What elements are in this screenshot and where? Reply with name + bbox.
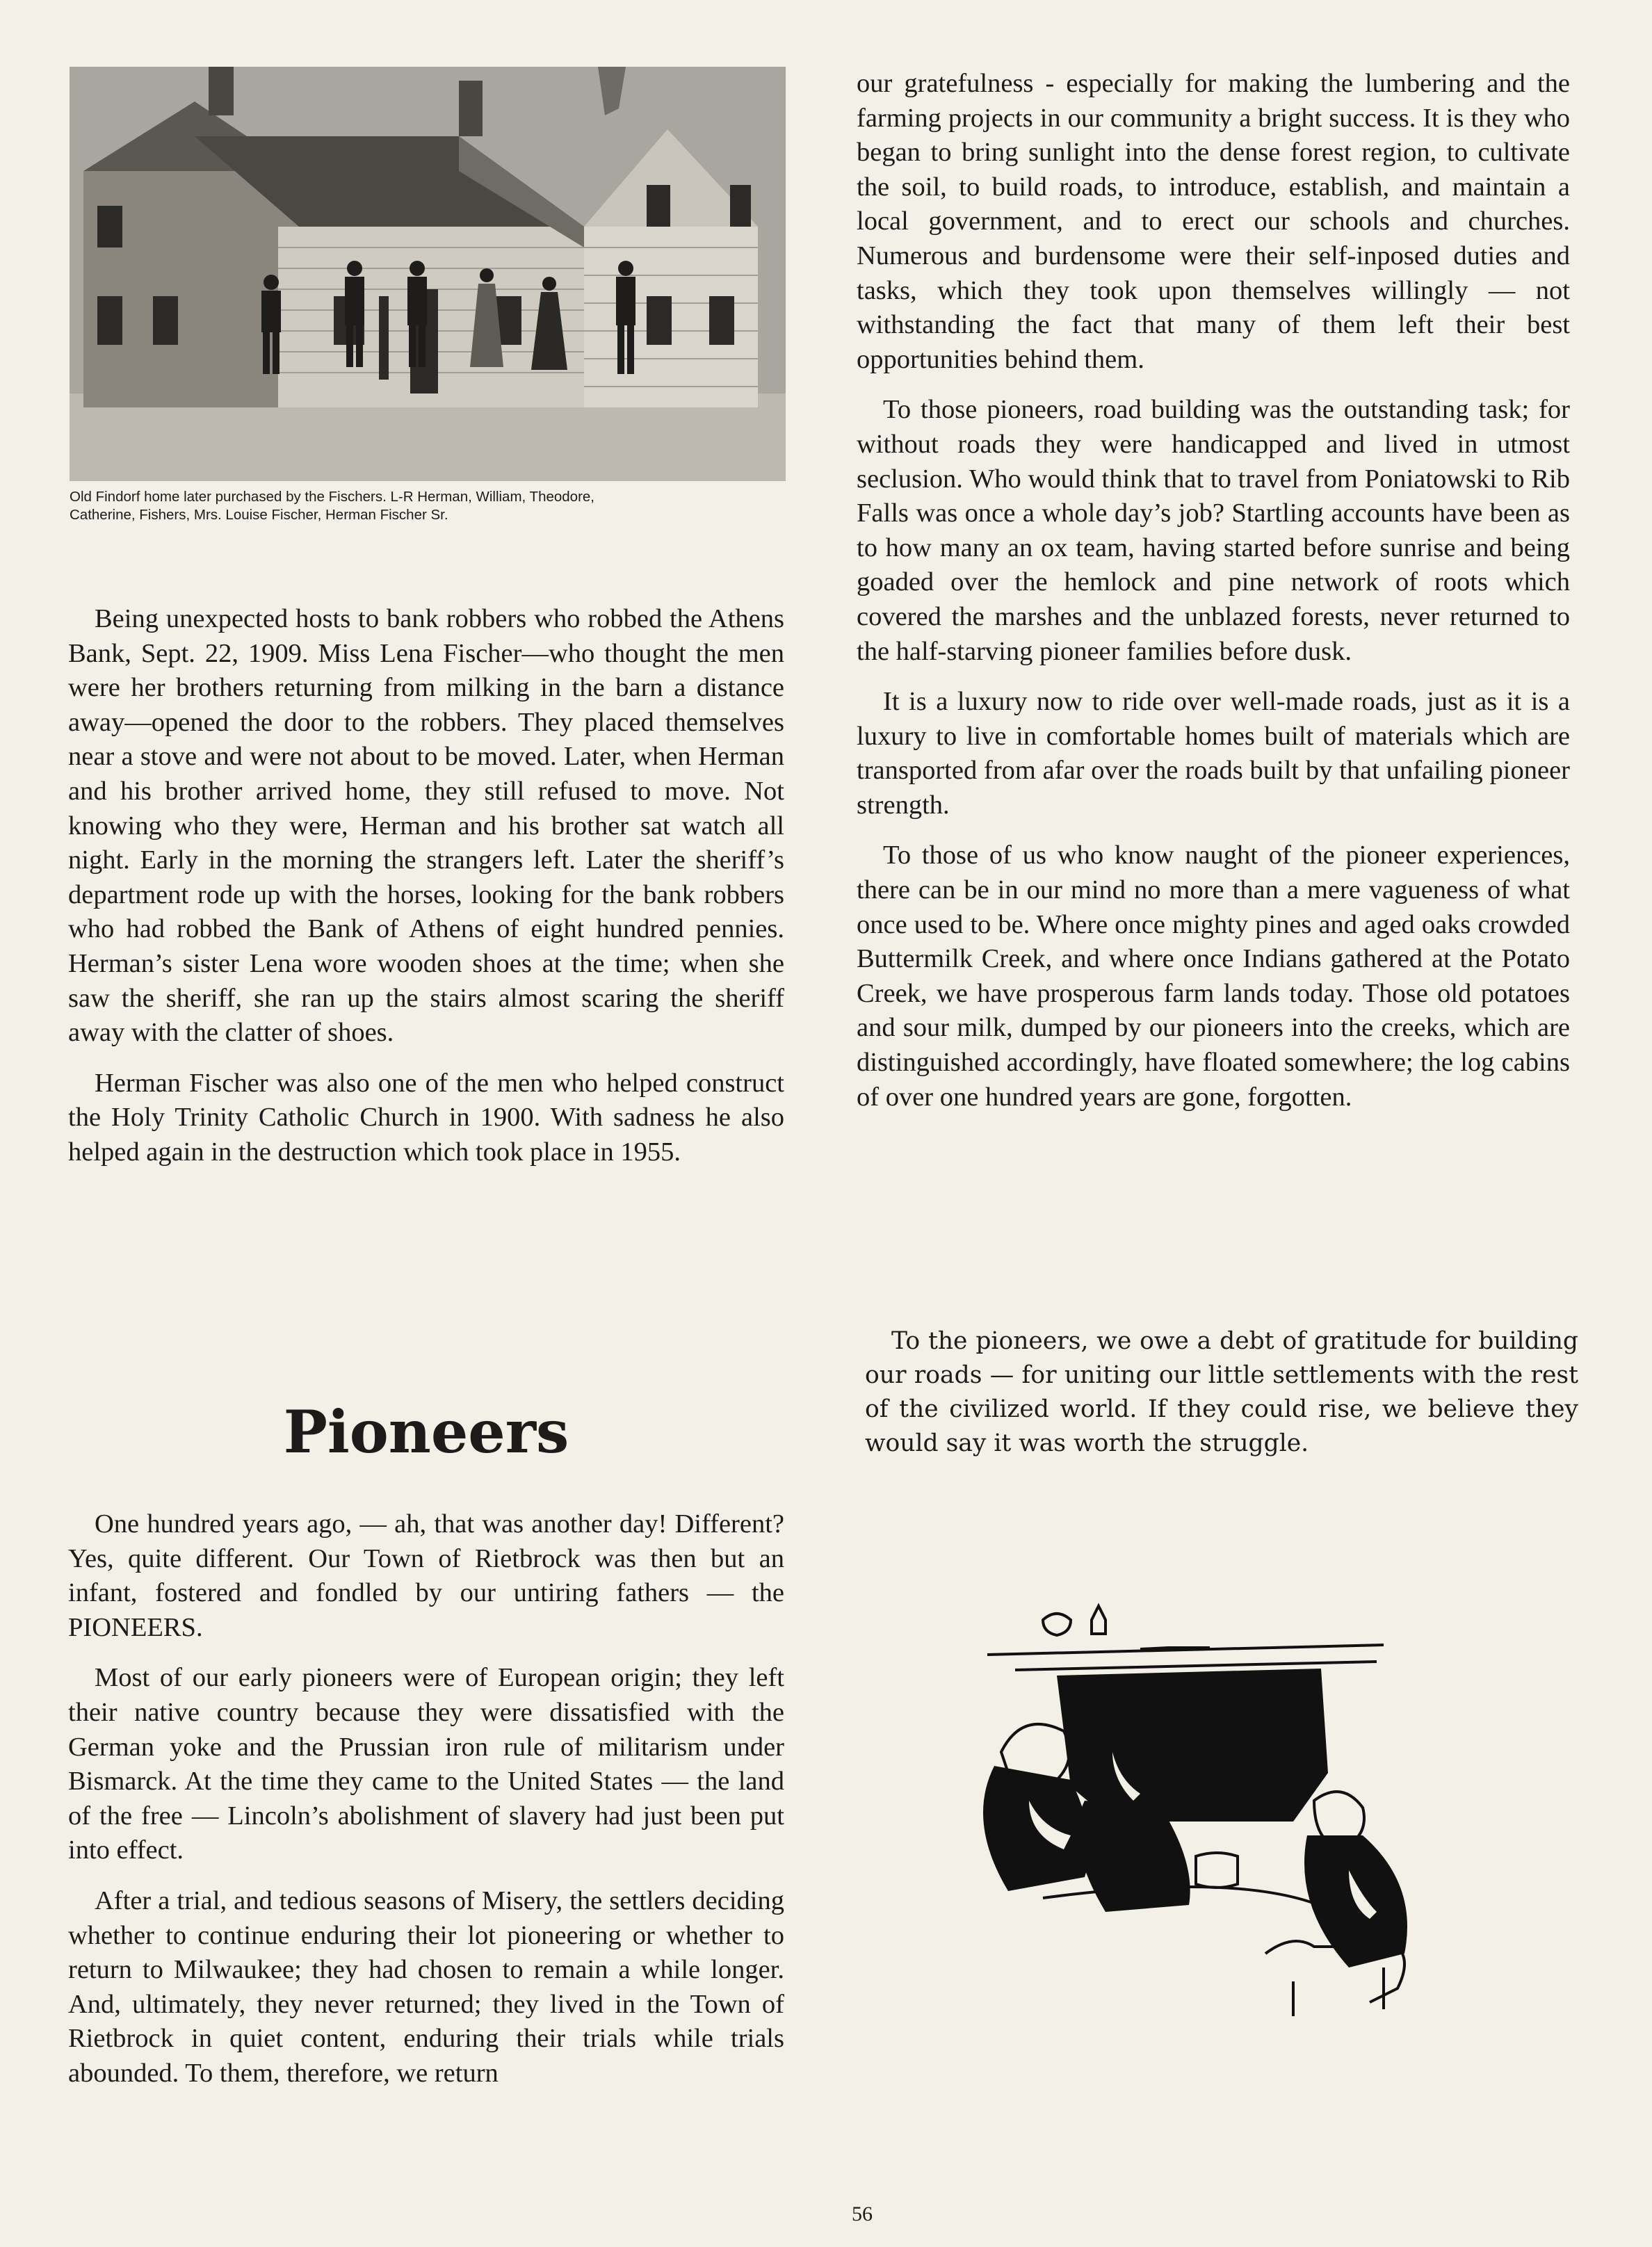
photo-caption xyxy=(70,488,793,524)
photo-caption-line-2: Catherine, Fishers, Mrs. Louise Fischer, Herman Fischer Sr. xyxy=(70,507,448,523)
section-heading: Pioneers xyxy=(283,1397,569,1466)
pioneer-family-illustration xyxy=(904,1592,1481,2023)
pioneers-text xyxy=(68,1507,784,2107)
paragraph: To the pioneers, we owe a debt of gratitude for building our roads — for uniting our little settlements with the rest of the civilized world. If they could rise, we believe they would say it was worth the struggle. xyxy=(865,1327,1578,1457)
right-column-text xyxy=(857,67,1570,1130)
paragraph: our gratefulness - especially for making the lumbering and the farming projects in our community a bright success. It is they who began to bring sunlight into the dense forest region, to cultivate the soil, to build roads, to introduce, establish, and maintain a local government, and to erect our schools and churches. Numerous and burdensome were their self-inposed duties and tasks, which they took upon themselves willingly — not withstanding the fact that many of them left their best opportunities behind them. xyxy=(857,69,1570,374)
paragraph: It is a luxury now to ride over well-made roads, just as it is a luxury to live in comfortable homes built of materials which are transported from afar over the roads built by that unfailing pioneer strength. xyxy=(857,687,1570,820)
photo-caption-line-1: Old Findorf home later purchased by the Fischers. L-R Herman, William, Theodore, xyxy=(70,489,595,505)
paragraph: Being unexpected hosts to bank robbers who robbed the Athens Bank, Sept. 22, 1909. Miss Lena Fischer—who thought the men were her brothers returning from milking in the barn a distance away—opened the door to the robbers. They placed themselves near a stove and were not about to be moved. Later, when Herman and his brother arrived home, they still refused to move. Not knowing who they were, Herman and his brother sat watch all night. Early in the morning the strangers left. Later the sheriff’s department rode up with the horses, looking for the bank robbers who had robbed the Bank of Athens of eight hundred pennies. Herman’s sister Lena wore wooden shoes at the time; when she saw the sheriff, she ran up the stairs almost scaring the sheriff away with the clatter of shoes. xyxy=(68,604,784,1048)
closing-text xyxy=(865,1324,1578,1477)
paragraph: Most of our early pioneers were of European origin; they left their native country because they were dissatisfied with the German yoke and the Prussian iron rule of militarism under Bismarck. At the time they came to the United States — the land of the free — Lincoln’s abolishment of slavery had just been put into effect. xyxy=(68,1663,784,1865)
page-number: 56 xyxy=(852,2203,873,2225)
left-column-text xyxy=(68,602,784,1186)
paragraph: To those of us who know naught of the pioneer experiences, there can be in our mind no more than a mere vagueness of what once used to be. Where once mighty pines and aged oaks crowded Buttermilk Creek, and where once Indians gathered at the Potato Creek, we have prosperous farm lands today. Those old potatoes and sour milk, dumped by our pioneers into the creeks, which are distinguished accordingly, have floated somewhere; the log cabins of over one hundred years are gone, forgotten. xyxy=(857,841,1570,1112)
paragraph: One hundred years ago, — ah, that was another day! Different? Yes, quite different. Our Town of Rietbrock was then but an infant, fostered and fondled by our untiring fathers — the PIONEERS. xyxy=(68,1509,784,1642)
paragraph: After a trial, and tedious seasons of Misery, the settlers deciding whether to continue enduring their lot pioneering or whether to return to Milwaukee; they had chosen to remain a while longer. And, ultimately, they never returned; they lived in the Town of Rietbrock in quiet content, enduring their trials while trials abounded. To them, therefore, we return xyxy=(68,1885,784,2088)
farmhouse-photo xyxy=(70,67,786,481)
paragraph: Herman Fischer was also one of the men who helped construct the Holy Trinity Catholic Church in 1900. With sadness he also helped again in the destruction which took place in 1955. xyxy=(68,1068,784,1167)
paragraph: To those pioneers, road building was the outstanding task; for without roads they were handicapped and lived in utmost seclusion. Who would think that to travel from Poniatowski to Rib Falls was once a whole day’s job? Startling accounts have been as to how many an ox team, having started before sunrise and being goaded over the hemlock and pine network of roots which covered the marshes and the unblazed forests, never returned to the half-starving pioneer families before dusk. xyxy=(857,395,1570,666)
